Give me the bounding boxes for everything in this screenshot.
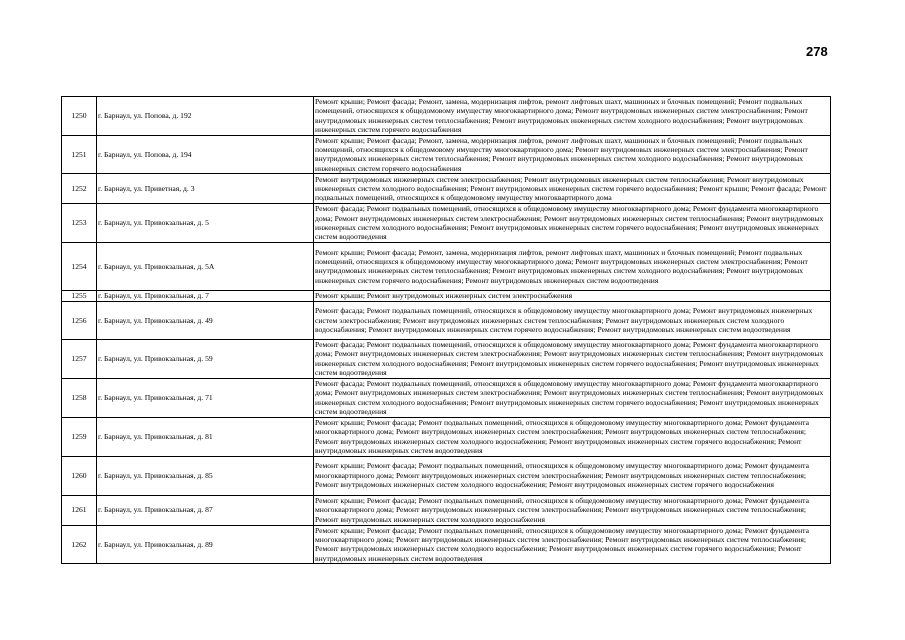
row-number: 1259: [62, 417, 97, 456]
row-works: Ремонт фасада; Ремонт подвальных помещений, относящихся к общедомовому имуществу многоквартирного дома; Ремонт фундамента многоквартирного дома; Ремонт внутридомовых инженерных систем электроснабжения; Ремонт внутридомовых инженерных систем теплоснабжения; Ремонт внутридомовых инженерных систем холодного водоснабжения; Ремонт внутридомовых инженерных систем горячего водоснабжения; Ремонт внутридомовых инженерных систем водоотведения: [314, 339, 831, 378]
row-number: 1250: [62, 97, 97, 136]
row-number: 1260: [62, 456, 97, 495]
row-address: г. Барнаул, ул. Привокзальная, д. 59: [97, 339, 314, 378]
row-number: 1253: [62, 204, 97, 243]
table-row: [62, 242, 831, 290]
row-number: 1257: [62, 339, 97, 378]
row-address: г. Барнаул, ул. Привокзальная, д. 5А: [97, 242, 314, 290]
row-number: 1251: [62, 135, 97, 174]
row-number: 1255: [62, 290, 97, 301]
row-address: г. Барнаул, ул. Привокзальная, д. 7: [97, 290, 314, 301]
table-row: [62, 456, 831, 495]
row-number: 1256: [62, 301, 97, 339]
row-works: Ремонт крыши; Ремонт внутридомовых инженерных систем электроснабжения: [314, 290, 831, 301]
row-works: Ремонт крыши; Ремонт фасада; Ремонт подвальных помещений, относящихся к общедомовому имуществу многоквартирного дома; Ремонт фундамента многоквартирного дома; Ремонт внутридомовых инженерных систем электроснабжения; Ремонт внутридомовых инженерных систем теплоснабжения; Ремонт внутридомовых инженерных систем холодного водоснабжения: [314, 495, 831, 525]
row-works: Ремонт фасада; Ремонт подвальных помещений, относящихся к общедомовому имуществу многоквартирного дома; Ремонт внутридомовых инженерных систем электроснабжения; Ремонт внутридомовых инженерных систем теплоснабжения; Ремонт внутридомовых инженерных систем холодного водоснабжения; Ремонт внутридомовых инженерных систем горячего водоснабжения; Ремонт внутридомовых инженерных систем водоотведения: [314, 301, 831, 339]
row-works: Ремонт крыши; Ремонт фасада; Ремонт подвальных помещений, относящихся к общедомовому имуществу многоквартирного дома; Ремонт фундамента многоквартирного дома; Ремонт внутридомовых инженерных систем электроснабжения; Ремонт внутридомовых инженерных систем теплоснабжения; Ремонт внутридомовых инженерных систем холодного водоснабжения; Ремонт внутридомовых инженерных систем горячего водоснабжения: [314, 456, 831, 495]
row-address: г. Барнаул, ул. Привокзальная, д. 81: [97, 417, 314, 456]
table-row: [62, 495, 831, 525]
table-row: [62, 135, 831, 174]
row-works: Ремонт фасада; Ремонт подвальных помещений, относящихся к общедомовому имуществу многоквартирного дома; Ремонт фундамента многоквартирного дома; Ремонт внутридомовых инженерных систем электроснабжения; Ремонт внутридомовых инженерных систем теплоснабжения; Ремонт внутридомовых инженерных систем холодного водоснабжения; Ремонт внутридомовых инженерных систем горячего водоснабжения; Ремонт внутридомовых инженерных систем водоотведения: [314, 378, 831, 417]
row-number: 1262: [62, 525, 97, 564]
row-number: 1254: [62, 242, 97, 290]
row-address: г. Барнаул, ул. Привокзальная, д. 71: [97, 378, 314, 417]
row-works: Ремонт внутридомовых инженерных систем электроснабжения; Ремонт внутридомовых инженерных систем теплоснабжения; Ремонт внутридомовых инженерных систем холодного водоснабжения; Ремонт внутридомовых инженерных систем горячего водоснабжения; Ремонт крыши; Ремонт фасада; Ремонт подвальных помещений, относящихся к общедомовому имуществу многоквартирного дома: [314, 174, 831, 204]
table-row: [62, 417, 831, 456]
row-address: г. Барнаул, ул. Привокзальная, д. 87: [97, 495, 314, 525]
table-row: [62, 525, 831, 564]
row-address: г. Барнаул, ул. Привокзальная, д. 49: [97, 301, 314, 339]
table-row: [62, 378, 831, 417]
table-row: [62, 339, 831, 378]
table-row: [62, 97, 831, 136]
table-row: [62, 301, 831, 339]
row-address: г. Барнаул, ул. Попова, д. 192: [97, 97, 314, 136]
row-works: Ремонт крыши; Ремонт фасада; Ремонт подвальных помещений, относящихся к общедомовому имуществу многоквартирного дома; Ремонт фундамента многоквартирного дома; Ремонт внутридомовых инженерных систем электроснабжения; Ремонт внутридомовых инженерных систем теплоснабжения; Ремонт внутридомовых инженерных систем холодного водоснабжения; Ремонт внутридомовых инженерных систем горячего водоснабжения; Ремонт внутридомовых инженерных систем водоотведения: [314, 525, 831, 564]
table-row: [62, 204, 831, 243]
row-address: г. Барнаул, ул. Попова, д. 194: [97, 135, 314, 174]
row-number: 1261: [62, 495, 97, 525]
records-table: [61, 96, 831, 564]
row-address: г. Барнаул, ул. Привокзальная, д. 5: [97, 204, 314, 243]
row-address: г. Барнаул, ул. Привокзальная, д. 89: [97, 525, 314, 564]
row-works: Ремонт фасада; Ремонт подвальных помещений, относящихся к общедомовому имуществу многоквартирного дома; Ремонт фундамента многоквартирного дома; Ремонт внутридомовых инженерных систем электроснабжения; Ремонт внутридомовых инженерных систем теплоснабжения; Ремонт внутридомовых инженерных систем холодного водоснабжения; Ремонт внутридомовых инженерных систем горячего водоснабжения; Ремонт внутридомовых инженерных систем водоотведения: [314, 204, 831, 243]
row-number: 1252: [62, 174, 97, 204]
row-address: г. Барнаул, ул. Привокзальная, д. 85: [97, 456, 314, 495]
row-works: Ремонт крыши; Ремонт фасада; Ремонт, замена, модернизация лифтов, ремонт лифтовых шахт, машинных и блочных помещений; Ремонт подвальных помещений, относящихся к общедомовому имуществу многоквартирного дома; Ремонт внутридомовых инженерных систем электроснабжения; Ремонт внутридомовых инженерных систем теплоснабжения; Ремонт внутридомовых инженерных систем холодного водоснабжения; Ремонт внутридомовых инженерных систем горячего водоснабжения: [314, 135, 831, 174]
row-works: Ремонт крыши; Ремонт фасада; Ремонт, замена, модернизация лифтов, ремонт лифтовых шахт, машинных и блочных помещений; Ремонт подвальных помещений, относящихся к общедомовому имуществу многоквартирного дома; Ремонт внутридомовых инженерных систем электроснабжения; Ремонт внутридомовых инженерных систем теплоснабжения; Ремонт внутридомовых инженерных систем холодного водоснабжения; Ремонт внутридомовых инженерных систем горячего водоснабжения: [314, 97, 831, 136]
row-number: 1258: [62, 378, 97, 417]
table-row: [62, 174, 831, 204]
page-number: 278: [806, 44, 828, 59]
row-address: г. Барнаул, ул. Приветная, д. 3: [97, 174, 314, 204]
row-works: Ремонт крыши; Ремонт фасада; Ремонт, замена, модернизация лифтов, ремонт лифтовых шахт, машинных и блочных помещений; Ремонт подвальных помещений, относящихся к общедомовому имуществу многоквартирного дома; Ремонт внутридомовых инженерных систем электроснабжения; Ремонт внутридомовых инженерных систем теплоснабжения; Ремонт внутридомовых инженерных систем холодного водоснабжения; Ремонт внутридомовых инженерных систем горячего водоснабжения; Ремонт внутридомовых инженерных систем водоотведения: [314, 242, 831, 290]
row-works: Ремонт крыши; Ремонт фасада; Ремонт подвальных помещений, относящихся к общедомовому имуществу многоквартирного дома; Ремонт фундамента многоквартирного дома; Ремонт внутридомовых инженерных систем электроснабжения; Ремонт внутридомовых инженерных систем теплоснабжения; Ремонт внутридомовых инженерных систем холодного водоснабжения; Ремонт внутридомовых инженерных систем горячего водоснабжения; Ремонт внутридомовых инженерных систем водоотведения: [314, 417, 831, 456]
table-row: [62, 290, 831, 301]
